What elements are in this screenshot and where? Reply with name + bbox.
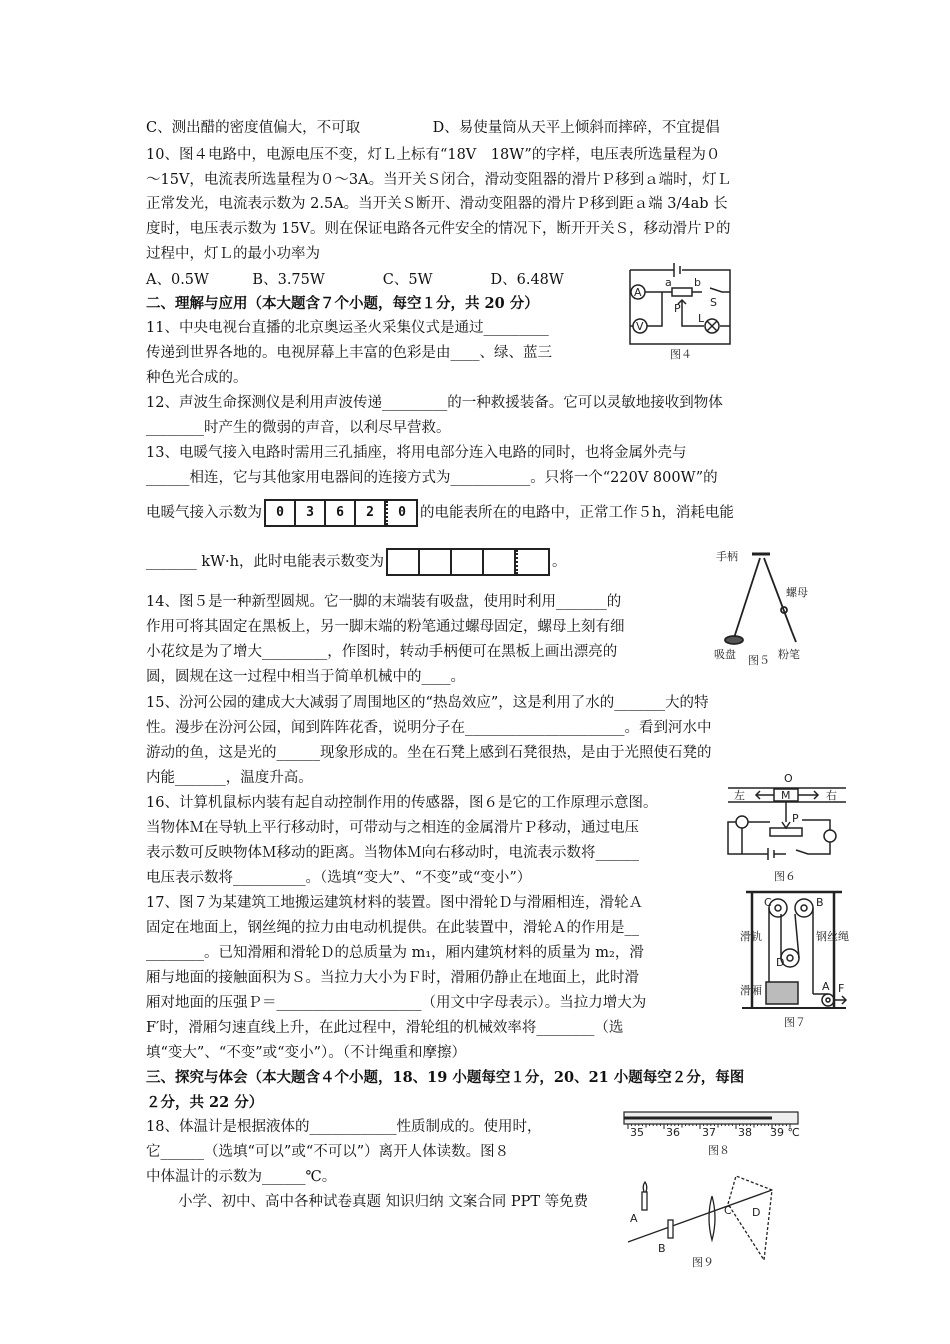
fig7-car-label: 滑厢 <box>740 984 762 997</box>
question-17-line: 厢与地面的接触面积为Ｓ。当拉力大小为Ｆ时，滑厢仍静止在地面上，此时滑 <box>146 970 639 986</box>
question-12-line: 12、声波生命探测仪是利用声波传递_________的一种救援装备。它可以灵敏地接收到物体 <box>146 395 723 411</box>
question-15-line: 内能_______，温度升高。 <box>146 770 313 786</box>
question-13-meter-line <box>146 499 734 527</box>
fig6-right-label: 右 <box>826 789 837 802</box>
meter-digit: 3 <box>296 501 326 525</box>
fig9-d-label: D <box>752 1206 761 1219</box>
question-17-line: 17、图７为某建筑工地搬运建筑材料的装置。图中滑轮Ｄ与滑厢相连，滑轮Ａ <box>146 895 643 911</box>
question-16-line: 16、计算机鼠标内装有起自动控制作用的传感器，图６是它的工作原理示意图。 <box>146 795 658 811</box>
option-line-c-d: C、测出醋的密度值偏大，不可取 D、易使量筒从天平上倾斜而摔碎，不宜提倡 <box>146 120 720 136</box>
question-10-line: 过程中，灯Ｌ的最小功率为 <box>146 246 320 262</box>
fig8-tick-37: 37 <box>702 1126 716 1139</box>
fig5-handle-label: 手柄 <box>716 550 738 563</box>
fig5-chalk-label: 粉笔 <box>778 648 800 661</box>
fig6-caption: 图６ <box>774 870 796 883</box>
question-11-line: 种色光合成的。 <box>146 370 248 386</box>
fig4-label-b: b <box>694 276 701 289</box>
question-17-line: 厢对地面的压强Ｐ＝____________________（用文中字母表示）。当拉力增大为 <box>146 995 647 1011</box>
fig8-tick-39: 39 ℃ <box>770 1126 800 1139</box>
fig7-rail-label: 滑轨 <box>740 930 762 943</box>
question-14-line: 14、图５是一种新型圆规。它一脚的末端装有吸盘，使用时利用_______的 <box>146 594 622 610</box>
question-10-line: 度时，电压表示数为 15V。则在保证电路各元件安全的情况下，断开开关Ｓ，移动滑片Ｐ的 <box>146 221 731 237</box>
question-10-line: ～15V，电流表所选量程为０～3A。当开关Ｓ闭合，滑动变阻器的滑片Ｐ移到ａ端时，灯Ｌ <box>146 172 732 188</box>
fig4-label-l: L <box>698 312 705 325</box>
fig7-cable-label: 钢丝绳 <box>816 930 849 943</box>
fig6-p-label: P <box>792 812 799 825</box>
fig7-caption: 图７ <box>784 1016 806 1029</box>
question-13-line: 13、电暖气接入电路时需用三孔插座，将用电部分连入电路的同时，也将金属外壳与 <box>146 445 687 461</box>
question-14-line: 小花纹是为了增大_________，作图时，转动手柄便可在黑板上画出漂亮的 <box>146 644 618 660</box>
fig4-caption: 图４ <box>670 348 692 361</box>
meter-digit: 6 <box>326 501 356 525</box>
question-13-text: 电暖气接入示数为 <box>146 505 262 521</box>
fig5-nut-label: 螺母 <box>786 586 808 599</box>
fig6-left-label: 左 <box>734 789 745 802</box>
meter-digit: 0 <box>386 501 416 525</box>
fig7-d-label: D <box>776 956 785 969</box>
question-10-line: 10、图４电路中，电源电压不变，灯Ｌ上标有“18V 18W”的字样，电压表所选量程为０ <box>146 147 721 163</box>
fig8-tick-35: 35 <box>630 1126 644 1139</box>
section-3-heading: ２分，共 22 分） <box>146 1094 264 1111</box>
figure-4-circuit <box>622 258 738 362</box>
fig4-label-a: a <box>665 276 672 289</box>
question-13-text: _______ kW·h，此时电能表示数变为 <box>146 554 384 570</box>
question-12-line: ________时产生的微弱的声音，以利尽早营救。 <box>146 420 451 436</box>
figure-5-compass <box>712 548 812 666</box>
question-13-line: ______相连，它与其他家用电器间的连接方式为___________。只将一个“220V 800W”的 <box>146 470 718 486</box>
question-18-line: 中体温计的示数为______℃。 <box>146 1169 337 1185</box>
fig8-tick-38: 38 <box>738 1126 752 1139</box>
question-15-line: 性。漫步在汾河公园，闻到阵阵花香，说明分子在______________________。看到河水中 <box>146 720 712 736</box>
footer-watermark-text: 小学、初中、高中各种试卷真题 知识归纳 文案合同 PPT 等免费 <box>178 1194 589 1210</box>
question-15-line: 游动的鱼，这是光的______现象形成的。坐在石凳上感到石凳很热，是由于光照使石凳的 <box>146 745 712 761</box>
fig6-m-label: M <box>781 789 791 802</box>
fig7-c-label: C <box>764 896 772 909</box>
fig4-ammeter-label: A <box>634 286 642 299</box>
question-13-text: 。 <box>552 554 567 570</box>
energy-meter-blank <box>386 548 550 576</box>
figure-7-pulley <box>738 884 850 1034</box>
question-17-line: 填“变大”、“不变”或“变小”）。（不计绳重和摩擦） <box>146 1045 466 1061</box>
question-16-line: 表示数可反映物体Ｍ移动的距离。当物体Ｍ向右移动时，电流表示数将______ <box>146 845 639 861</box>
question-18-line: 它______（选填“可以”或“不可以”）离开人体读数。图８ <box>146 1144 510 1160</box>
meter-digit: 2 <box>356 501 386 525</box>
fig9-a-label: A <box>630 1212 638 1225</box>
question-13-meter-line <box>146 548 567 576</box>
figure-6-sensor <box>726 770 850 886</box>
energy-meter-reading <box>264 499 418 527</box>
figure-8-thermometer <box>622 1108 802 1160</box>
section-2-heading: 二、理解与应用（本大题含７个小题，每空１分，共 20 分） <box>146 295 539 312</box>
question-14-line: 作用可将其固定在黑板上，另一脚末端的粉笔通过螺母固定，螺母上刻有细 <box>146 619 625 635</box>
fig6-origin-label: O <box>784 772 793 785</box>
fig5-suction-label: 吸盘 <box>714 648 736 661</box>
fig8-caption: 图８ <box>708 1144 730 1157</box>
question-15-line: 15、汾河公园的建成大大减弱了周围地区的“热岛效应”，这是利用了水的_______大的特 <box>146 695 709 711</box>
fig9-b-label: B <box>658 1242 666 1255</box>
question-13-text: 的电能表所在的电路中，正常工作５h，消耗电能 <box>420 505 734 521</box>
question-11-line: 传递到世界各地的。电视屏幕上丰富的色彩是由____、绿、蓝三 <box>146 345 552 361</box>
question-10-options: A、0.5W B、3.75W C、5W D、6.48W <box>146 272 564 288</box>
question-17-line: 固定在地面上，钢丝绳的拉力由电动机提供。在此装置中，滑轮Ａ的作用是__ <box>146 920 639 936</box>
fig4-label-p: P <box>674 302 681 315</box>
fig4-voltmeter-label: V <box>636 320 644 333</box>
fig7-f-label: F <box>838 982 845 995</box>
fig7-b-label: B <box>816 896 824 909</box>
fig4-label-s: S <box>710 296 717 309</box>
fig8-tick-36: 36 <box>666 1126 680 1139</box>
section-3-heading: 三、探究与体会（本大题含４个小题，18、19 小题每空１分，20、21 小题每空２分，每图 <box>146 1069 745 1086</box>
question-11-line: 11、中央电视台直播的北京奥运圣火采集仪式是通过_________ <box>146 320 549 336</box>
question-10-line: 正常发光，电流表示数为 2.5A。当开关Ｓ断开、滑动变阻器的滑片Ｐ移到距ａ端 3/4ab 长 <box>146 196 728 212</box>
question-14-line: 圆，圆规在这一过程中相当于简单机械中的____。 <box>146 669 465 685</box>
fig9-caption: 图９ <box>692 1256 714 1269</box>
question-16-line: 电压表示数将__________。（选填“变大”、“不变”或“变小”） <box>146 870 532 886</box>
meter-digit: 0 <box>266 501 296 525</box>
figure-9-optics <box>624 1170 790 1270</box>
fig7-a-label: A <box>822 980 830 993</box>
question-17-line: F′时，滑厢匀速直线上升，在此过程中，滑轮组的机械效率将________（选 <box>146 1020 624 1036</box>
question-17-line: ________。已知滑厢和滑轮Ｄ的总质量为 m₁，厢内建筑材料的质量为 m₂，滑 <box>146 945 644 961</box>
fig5-caption: 图５ <box>748 654 770 666</box>
fig9-c-label: C <box>724 1204 732 1217</box>
question-16-line: 当物体Ｍ在导轨上平行移动时，可带动与之相连的金属滑片Ｐ移动，通过电压 <box>146 820 639 836</box>
question-18-line: 18、体温计是根据液体的____________性质制成的。使用时， <box>146 1119 542 1135</box>
